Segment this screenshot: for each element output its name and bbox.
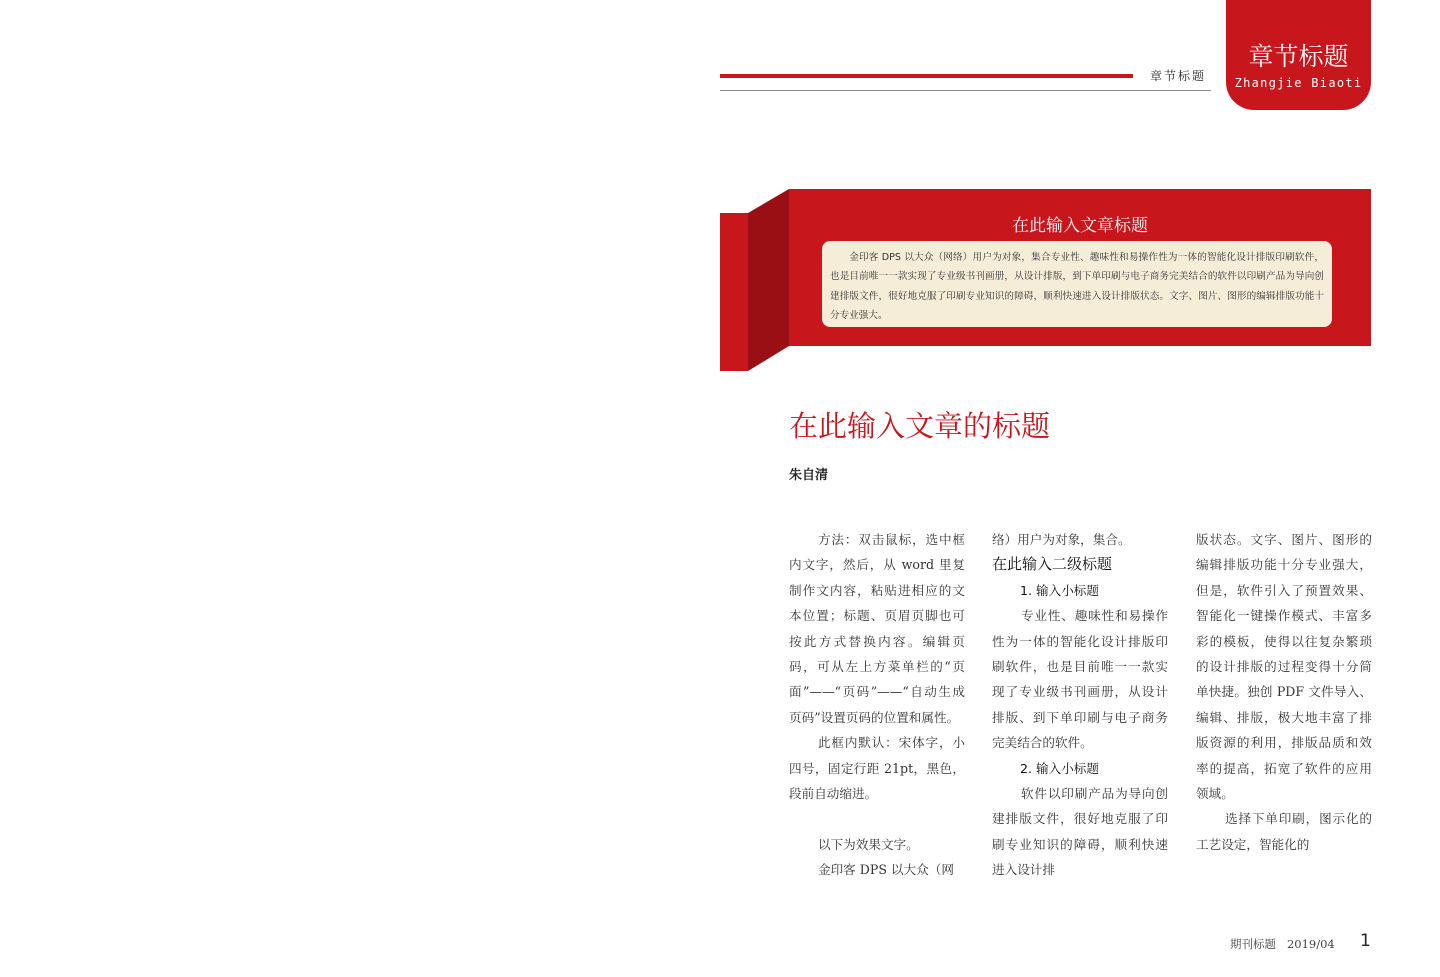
subheading: 2. 输入小标题 bbox=[1020, 760, 1099, 776]
subheading: 1. 输入小标题 bbox=[1020, 582, 1099, 598]
section-heading: 在此输入二级标题 bbox=[992, 555, 1113, 574]
footer-journal: 期刊标题 bbox=[1230, 937, 1276, 951]
paragraph: 专业性、趣味性和易操作性为一体的智能化设计排版印刷软件，也是目前唯一一款实现了专业级书刊画册，从设计排版、到下单印刷与电子商务完美结合的软件。 bbox=[992, 608, 1168, 751]
banner-fold-side bbox=[748, 189, 789, 371]
text-column-2 bbox=[992, 527, 1168, 923]
chapter-pinyin: Zhangjie Biaoti bbox=[1234, 76, 1363, 90]
running-header-title: 章节标题 bbox=[1150, 69, 1207, 83]
banner-fold-decoration bbox=[720, 189, 790, 371]
banner-title: 在此输入文章标题 bbox=[1012, 216, 1148, 236]
chapter-title: 章节标题 bbox=[1248, 42, 1349, 71]
paragraph: 软件以印刷产品为导向创建排版文件，很好地克服了印刷专业知识的障碍，顺利快速进入设计排 bbox=[992, 786, 1168, 878]
paragraph: 选择下单印刷，图示化的工艺设定，智能化的 bbox=[1196, 811, 1372, 852]
article-author: 朱自清 bbox=[789, 468, 829, 483]
paragraph: 以下为效果文字。 bbox=[817, 836, 919, 852]
abstract-box: 金印客 DPS 以大众（网络）用户为对象，集合专业性、趣味性和易操作性为一体的智能化设计排版印刷软件，也是目前唯一一款实现了专业级书刊画册，从设计排版，到下单印刷与电子商务完美结合的软件以印刷产品为导向创建排版文件，很好地克服了印刷专业知识的障碍，顺利快速进入设计排版状态。文字、图片、图形的编辑排版功能十分专业强大。 bbox=[822, 241, 1332, 327]
abstract-banner bbox=[789, 189, 1371, 346]
footer-journal-issue bbox=[1230, 936, 1335, 952]
header-rule-red bbox=[720, 74, 1133, 78]
banner-fold-front bbox=[720, 213, 748, 371]
article-title: 在此输入文章的标题 bbox=[789, 409, 1051, 443]
paragraph: 金印客 DPS 以大众（网 bbox=[817, 862, 954, 878]
page-number: 1 bbox=[1360, 931, 1371, 951]
paragraph: 此框内默认：宋体字，小四号，固定行距 21pt，黑色，段前自动缩进。 bbox=[789, 735, 965, 802]
header-rule-gray bbox=[720, 90, 1211, 91]
paragraph: 版状态。文字、图片、图形的编辑排版功能十分专业强大，但是，软件引入了预置效果、智能化一键操作模式、丰富多彩的模板，使得以往复杂繁琐的设计排版的过程变得十分简单快捷。独创 PDF 文件导入、编辑、排版，极大地丰富了排版资源的利用，排版品质和效率的提高，拓宽了软件的应用领域。 bbox=[1196, 532, 1372, 802]
paragraph: 方法：双击鼠标，选中框内文字，然后，从 word 里复制作文内容，粘贴进相应的文本位置；标题、页眉页脚也可按此方式替换内容。编辑页码，可从左上方菜单栏的“页面”——“页码”——“自动生成页码”设置页码的位置和属性。 bbox=[789, 532, 965, 725]
footer-issue: 2019/04 bbox=[1286, 937, 1335, 951]
text-column-1 bbox=[789, 527, 965, 923]
text-column-3 bbox=[1196, 527, 1372, 923]
chapter-tab bbox=[1226, 0, 1371, 110]
paragraph: 络）用户为对象，集合。 bbox=[992, 532, 1131, 547]
